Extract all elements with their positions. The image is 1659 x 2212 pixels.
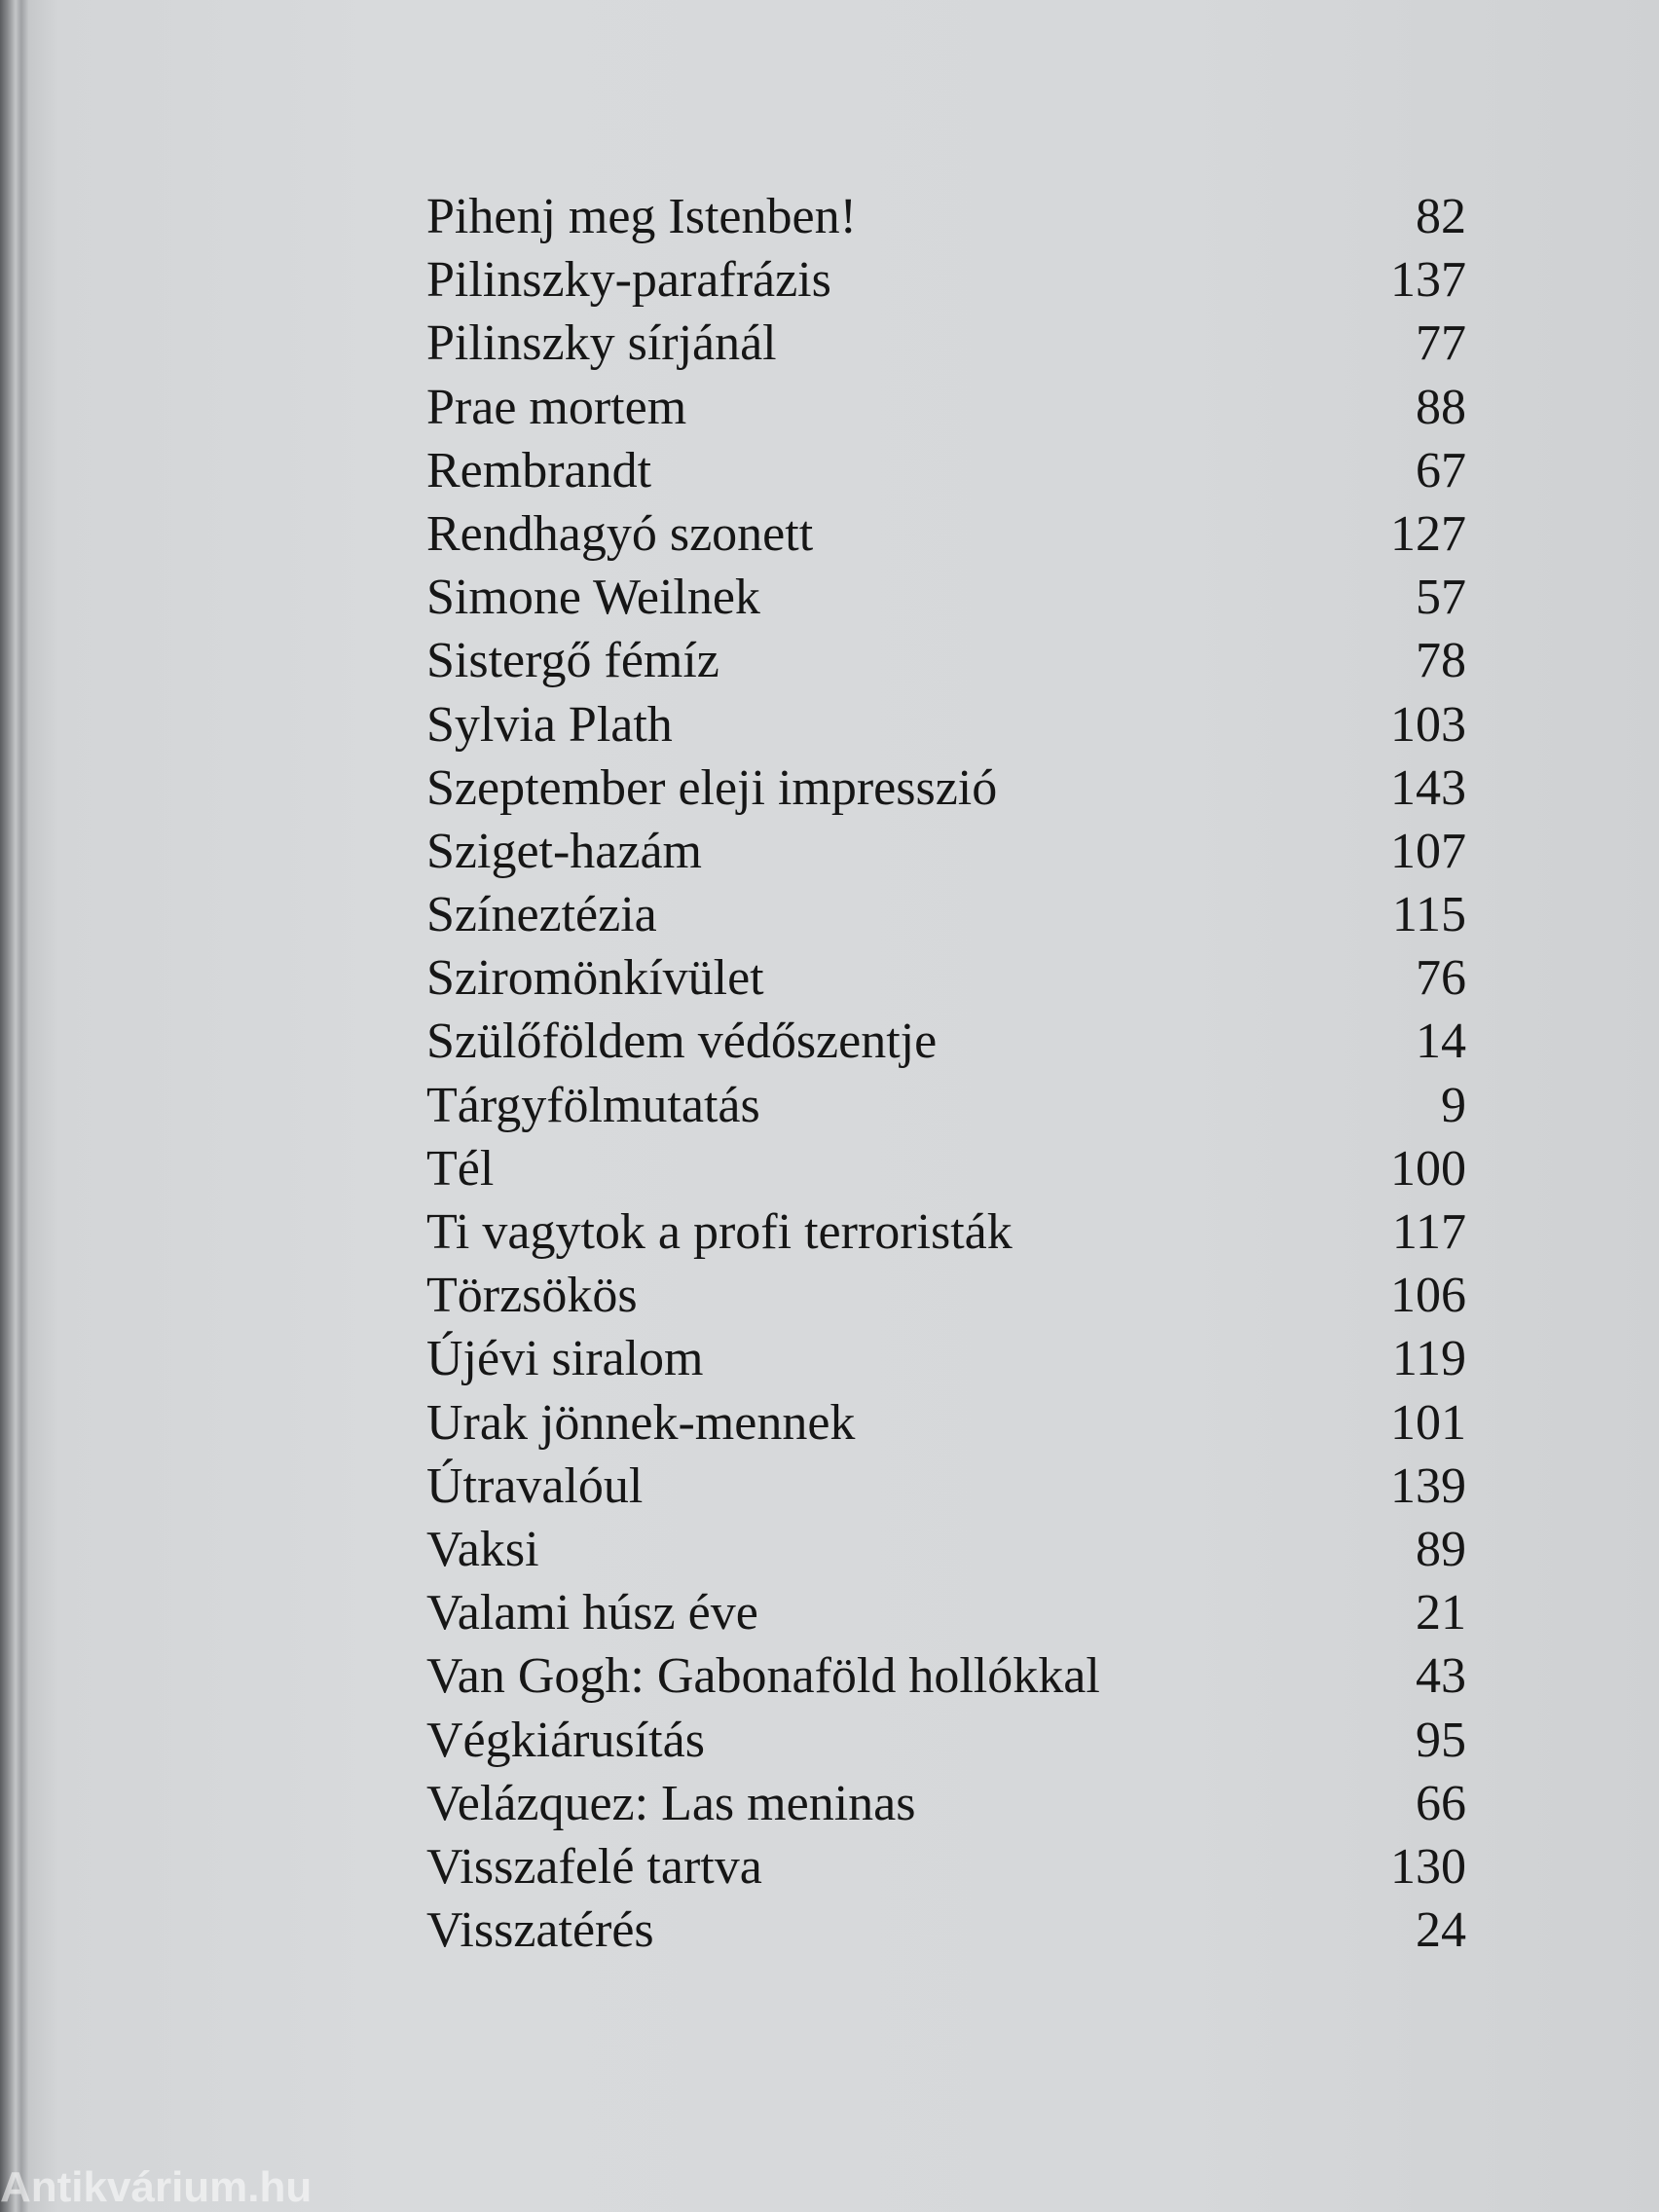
toc-entry-page: 82 — [1416, 189, 1466, 244]
toc-entry-page: 130 — [1390, 1838, 1466, 1895]
toc-entry-title: Valami húsz éve — [426, 1585, 758, 1641]
toc-entry-page: 89 — [1416, 1521, 1466, 1577]
toc-entry — [426, 502, 1466, 566]
toc-entry-title: Vaksi — [426, 1521, 539, 1577]
toc-entry-title: Tárgyfölmutatás — [426, 1077, 760, 1133]
toc-entry-page: 137 — [1390, 252, 1466, 309]
toc-entry-page: 107 — [1390, 823, 1466, 879]
toc-entry-page: 119 — [1391, 1331, 1466, 1387]
toc-entry — [426, 1455, 1466, 1518]
table-of-contents — [426, 185, 1466, 1962]
toc-entry — [426, 1010, 1466, 1073]
toc-entry — [426, 1581, 1466, 1644]
toc-entry-page: 115 — [1391, 887, 1466, 943]
toc-entry — [426, 629, 1466, 692]
toc-entry — [426, 1391, 1466, 1455]
toc-entry — [426, 1644, 1466, 1708]
toc-entry-title: Törzsökös — [426, 1268, 638, 1324]
toc-entry-title: Prae mortem — [426, 379, 687, 435]
toc-entry — [426, 693, 1466, 756]
toc-entry — [426, 1772, 1466, 1835]
toc-entry — [426, 756, 1466, 820]
toc-entry — [426, 248, 1466, 312]
toc-entry — [426, 566, 1466, 629]
toc-entry-title: Újévi siralom — [426, 1331, 704, 1387]
toc-entry-page: 14 — [1416, 1014, 1466, 1070]
toc-entry — [426, 1137, 1466, 1200]
toc-entry-page: 76 — [1416, 950, 1466, 1007]
toc-entry — [426, 185, 1466, 248]
toc-entry-page: 127 — [1390, 505, 1466, 562]
toc-entry-title: Visszatérés — [426, 1902, 654, 1959]
toc-entry — [426, 1899, 1466, 1962]
toc-entry-page: 21 — [1416, 1585, 1466, 1641]
toc-entry-page: 43 — [1416, 1648, 1466, 1705]
toc-entry-page: 57 — [1416, 570, 1466, 626]
toc-entry-title: Velázquez: Las meninas — [426, 1775, 916, 1831]
toc-entry-page: 103 — [1390, 696, 1466, 753]
toc-entry-page: 95 — [1416, 1712, 1466, 1768]
toc-entry-page: 78 — [1416, 633, 1466, 689]
toc-entry — [426, 1074, 1466, 1137]
toc-entry-page: 88 — [1416, 379, 1466, 435]
toc-entry-page: 9 — [1441, 1077, 1466, 1133]
toc-entry-title: Ti vagytok a profi terroristák — [426, 1204, 1013, 1260]
toc-entry — [426, 883, 1466, 946]
toc-entry-title: Rendhagyó szonett — [426, 505, 814, 562]
toc-entry — [426, 820, 1466, 883]
toc-entry-title: Végkiárusítás — [426, 1712, 705, 1768]
watermark-logo: Antikvárium.hu — [0, 2163, 313, 2211]
toc-entry-page: 101 — [1390, 1394, 1466, 1451]
toc-entry — [426, 1264, 1466, 1327]
toc-entry-title: Szeptember eleji impresszió — [426, 759, 998, 816]
toc-entry — [426, 1835, 1466, 1899]
toc-entry-title: Sylvia Plath — [426, 696, 673, 753]
toc-entry-page: 106 — [1390, 1268, 1466, 1324]
toc-entry — [426, 1709, 1466, 1772]
toc-entry — [426, 1327, 1466, 1390]
toc-entry-title: Urak jönnek-mennek — [426, 1394, 856, 1451]
toc-entry-page: 143 — [1390, 759, 1466, 816]
toc-entry-page: 67 — [1416, 442, 1466, 498]
toc-entry-page: 77 — [1416, 315, 1466, 372]
book-spine-edge — [0, 0, 29, 2212]
toc-entry-title: Tél — [426, 1140, 495, 1197]
toc-entry — [426, 1518, 1466, 1581]
toc-entry — [426, 439, 1466, 502]
toc-entry-title: Pilinszky-parafrázis — [426, 252, 831, 309]
toc-entry — [426, 312, 1466, 375]
toc-entry-title: Szülőföldem védőszentje — [426, 1014, 938, 1070]
toc-entry-title: Simone Weilnek — [426, 570, 760, 626]
toc-entry-page: 66 — [1416, 1775, 1466, 1831]
toc-entry — [426, 376, 1466, 439]
toc-entry-title: Sistergő fémíz — [426, 633, 719, 689]
toc-entry-page: 24 — [1416, 1902, 1466, 1959]
toc-entry-title: Pihenj meg Istenben! — [426, 189, 857, 244]
toc-entry-title: Sziget-hazám — [426, 823, 702, 879]
toc-entry-title: Útravalóul — [426, 1457, 644, 1514]
toc-entry-page: 139 — [1390, 1457, 1466, 1514]
toc-entry-title: Rembrandt — [426, 442, 652, 498]
toc-entry-page: 117 — [1391, 1204, 1466, 1260]
toc-entry-title: Sziromönkívület — [426, 950, 764, 1007]
toc-entry — [426, 946, 1466, 1010]
toc-entry-title: Van Gogh: Gabonaföld hollókkal — [426, 1648, 1100, 1705]
toc-entry-page: 100 — [1390, 1140, 1466, 1197]
toc-entry-title: Visszafelé tartva — [426, 1838, 762, 1895]
toc-entry — [426, 1200, 1466, 1264]
toc-entry-title: Színeztézia — [426, 887, 657, 943]
toc-entry-title: Pilinszky sírjánál — [426, 315, 777, 372]
